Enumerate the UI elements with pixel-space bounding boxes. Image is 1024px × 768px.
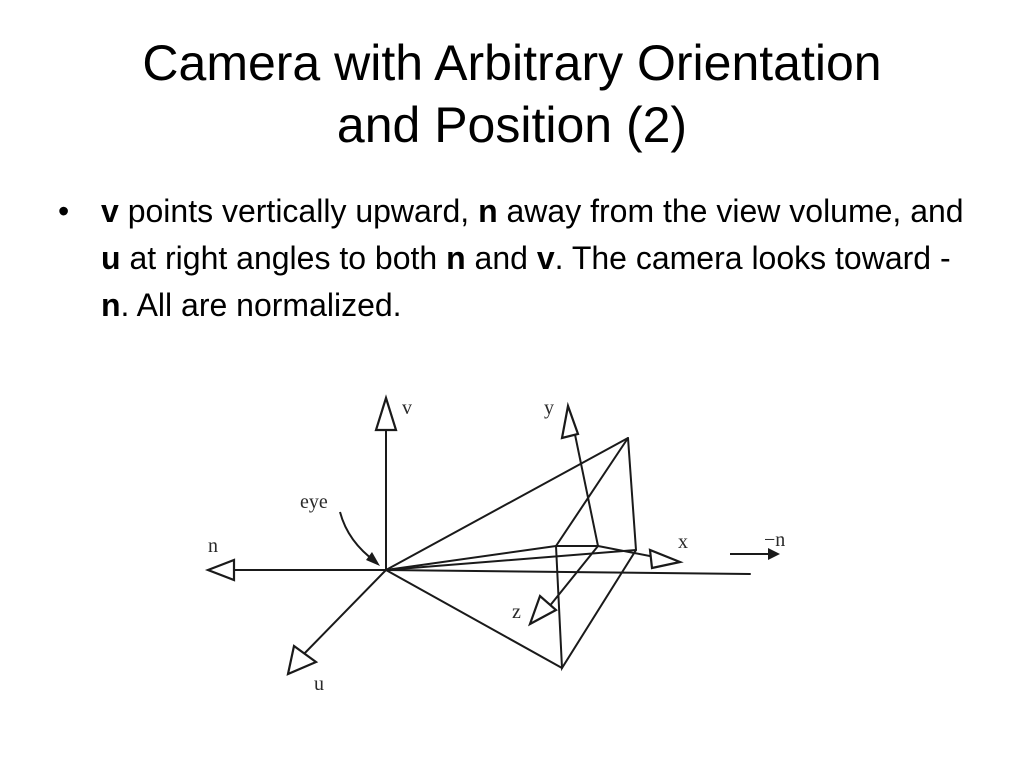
label-u: u xyxy=(314,673,324,695)
x-arrowhead xyxy=(650,550,680,568)
y-axis-line xyxy=(572,420,598,546)
camera-diagram-svg xyxy=(190,380,810,700)
bullet-text-run: n xyxy=(101,287,121,323)
bullet-text-run: away from the view volume, and xyxy=(497,193,964,229)
slide-title-line-2: and Position (2) xyxy=(336,97,688,153)
eye-pointer-arrowhead xyxy=(366,552,380,566)
bullet-text-run: n xyxy=(446,240,466,276)
z-arrowhead xyxy=(530,596,556,624)
bullet-text-run: v xyxy=(101,193,119,229)
n-arrowhead xyxy=(208,560,234,580)
bullet-text-run: u xyxy=(101,240,121,276)
slide-title-line-1: Camera with Arbitrary Orientation xyxy=(142,35,882,91)
bullet-list xyxy=(58,188,978,329)
label-n: n xyxy=(208,535,218,557)
v-arrowhead xyxy=(376,398,396,430)
slide-title xyxy=(0,32,1024,156)
bullet-marker: • xyxy=(58,193,70,229)
viewing-direction-line xyxy=(386,570,750,574)
bullet-text-run: . The camera looks toward - xyxy=(554,240,951,276)
bullet-text-run: points vertically upward, xyxy=(118,193,479,229)
u-axis-line xyxy=(300,570,386,658)
bullet-text-run: at right angles to both xyxy=(120,240,447,276)
label-eye: eye xyxy=(300,491,328,513)
u-arrowhead xyxy=(288,646,316,674)
label-z: z xyxy=(512,601,521,623)
bullet-item xyxy=(58,188,978,329)
label-neg-n: −n xyxy=(764,529,786,551)
bullet-text-run: n xyxy=(478,193,498,229)
label-x: x xyxy=(678,531,688,553)
label-v: v xyxy=(402,397,412,419)
bullet-text-run: . All are normalized. xyxy=(120,287,402,323)
label-y: y xyxy=(544,397,554,419)
bullet-text-run: and xyxy=(465,240,537,276)
frustum-edge-top xyxy=(386,438,628,570)
bullet-text-run: v xyxy=(536,240,555,276)
y-arrowhead xyxy=(562,406,578,438)
camera-diagram xyxy=(190,380,810,700)
